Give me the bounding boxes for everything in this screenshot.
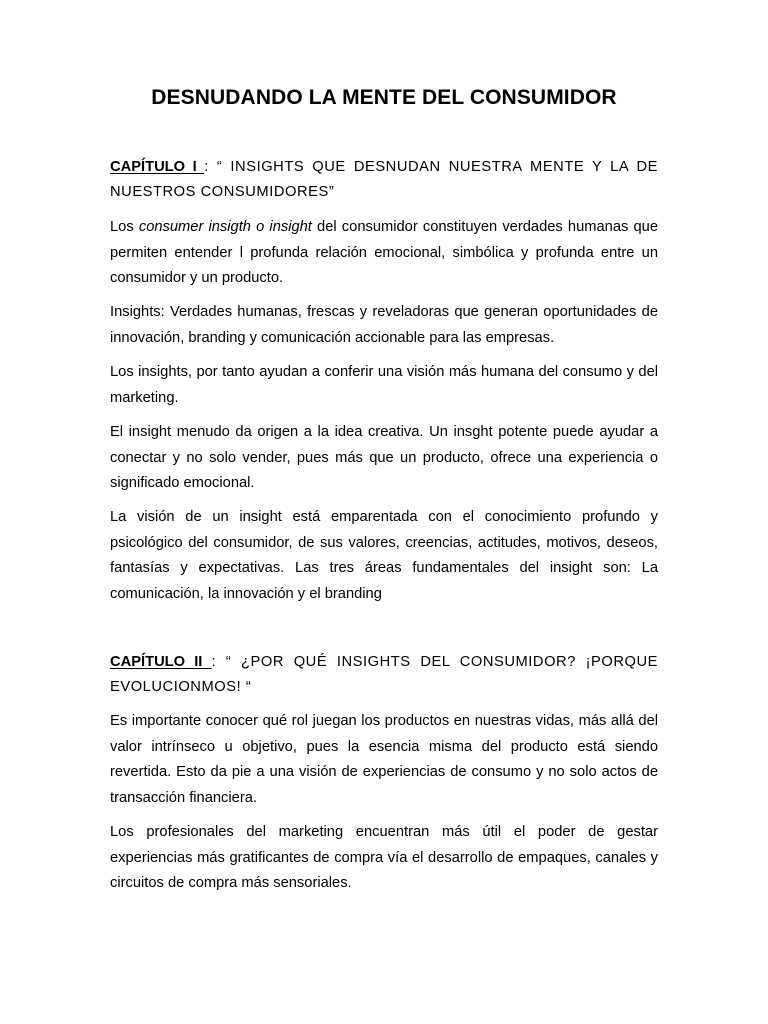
chapter-1-paragraph-1 [110,215,658,292]
chapter-2-heading [110,650,658,700]
document-title: DESNUDANDO LA MENTE DEL CONSUMIDOR [151,86,617,109]
chapter-2-label: CAPÍTULO II [110,654,212,670]
chapter-2-paragraph-1: Es importante conocer qué rol juegan los productos en nuestras vidas, más allá del valor intrínseco u objetivo, pues la esencia misma del producto está siendo revertida. Esto da pie a una visión de experiencias de consumo y no solo actos de transacción financiera. [110,713,658,806]
chapter-2-paragraph-2: Los profesionales del marketing encuentran más útil el poder de gestar experiencias más gratificantes de compra vía el desarrollo de empaques, canales y circuitos de compra más sensoriales. [110,824,658,891]
chapter-2-subtitle: : “ ¿POR QUÉ INSIGHTS DEL CONSUMIDOR? ¡PORQUE EVOLUCIONMOS! “ [110,654,659,695]
chapter-1-label: CAPÍTULO I [110,159,205,175]
italic-term: consumer insigth o insight [138,219,312,235]
chapter-1-heading [110,155,658,205]
paragraph-text: del consumidor constituyen verdades humanas que permiten entender l profunda relación emocional, simbólica y profunda entre un consumidor y un producto. [110,219,658,286]
chapter-1-paragraph-3: Los insights, por tanto ayudan a conferir una visión más humana del consumo y del marketing. [110,364,658,406]
paragraph-text: Los [110,219,139,235]
chapter-1-paragraph-4: El insight menudo da origen a la idea creativa. Un insght potente puede ayudar a conectar y no solo vender, pues más que un producto, ofrece una experiencia o significado emocional. [110,424,658,491]
chapter-1-subtitle: : “ INSIGHTS QUE DESNUDAN NUESTRA MENTE Y LA DE NUESTROS CONSUMIDORES” [110,159,658,200]
chapter-1-paragraph-2: Insights: Verdades humanas, frescas y reveladoras que generan oportunidades de innovación, branding y comunicación accionable para las empresas. [110,304,658,346]
chapter-1-paragraph-5: La visión de un insight está emparentada con el conocimiento profundo y psicológico del consumidor, de sus valores, creencias, actitudes, motivos, deseos, fantasías y expectativas. Las tres áreas fundamentales del insight son: La comunicación, la innovación y el branding [110,509,658,602]
